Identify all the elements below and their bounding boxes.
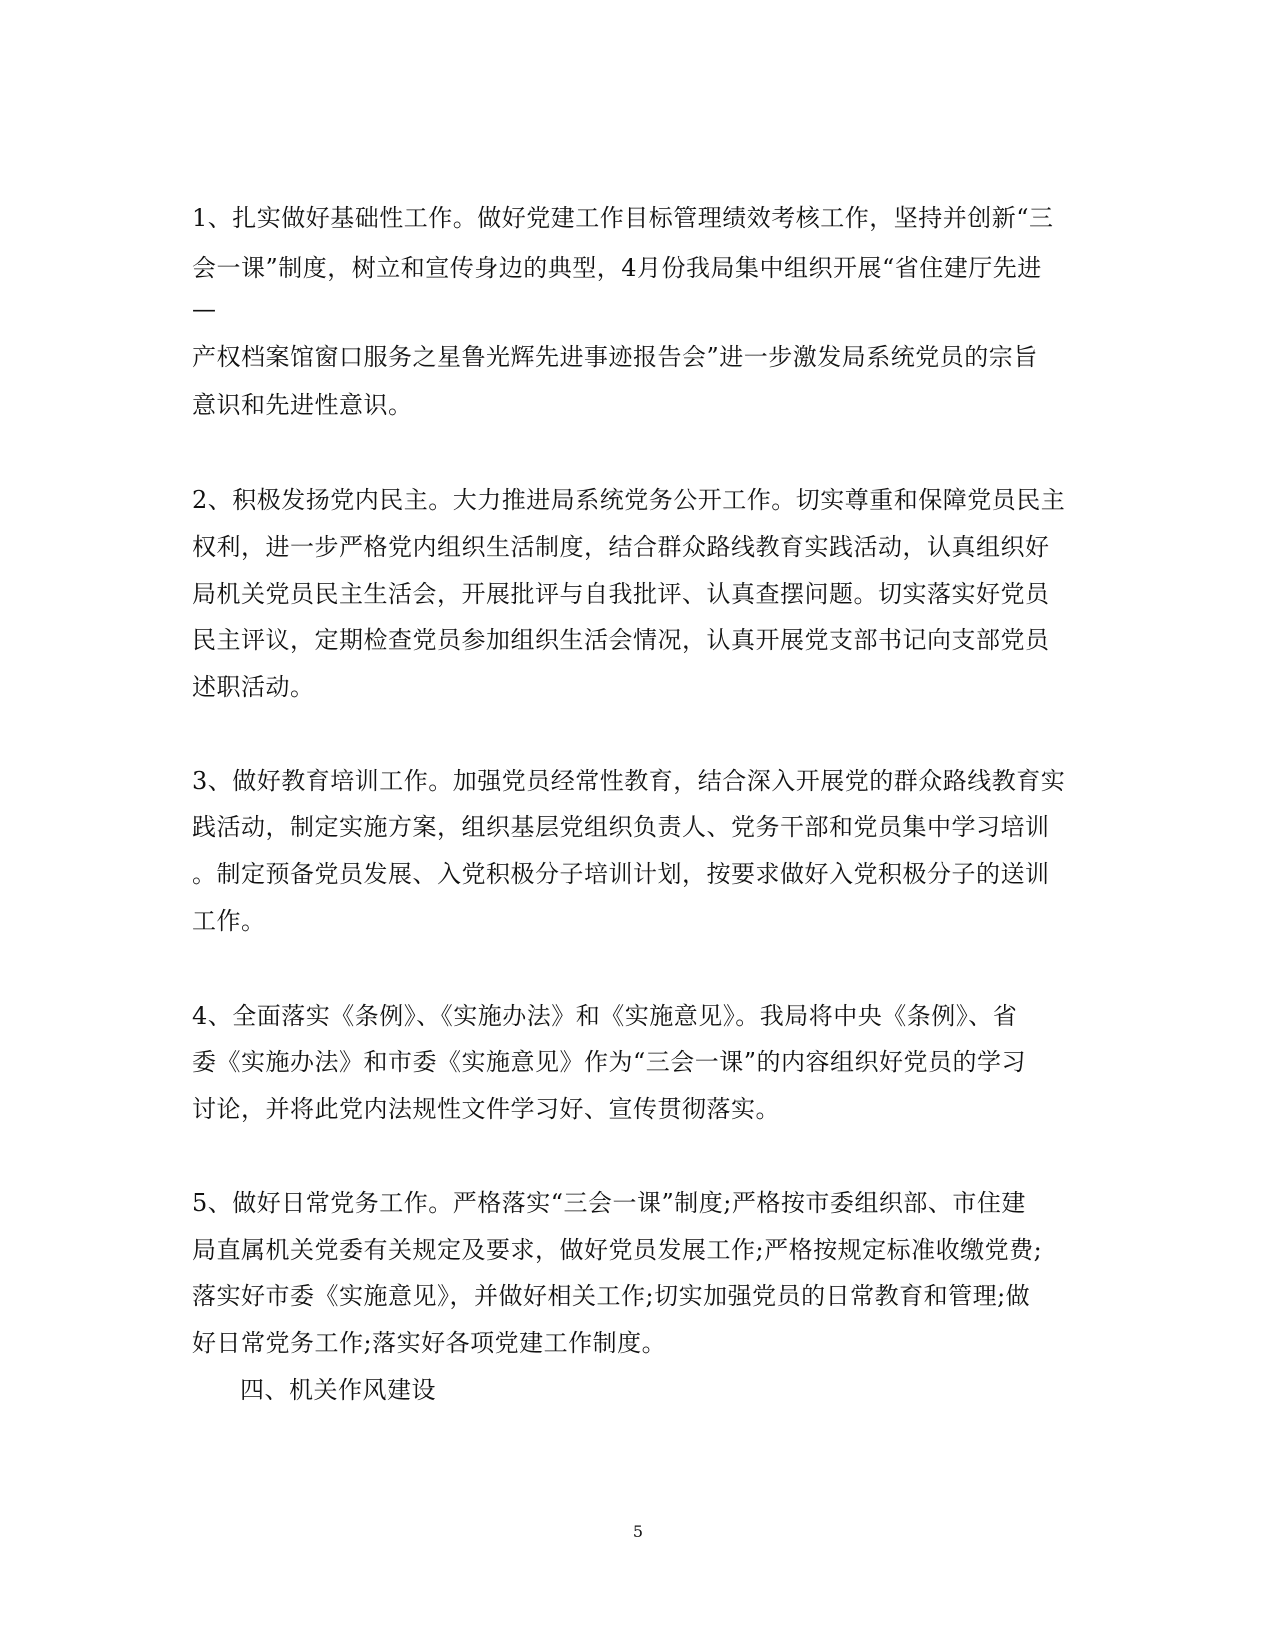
paragraph-3-line-1: 3、做好教育培训工作。加强党员经常性教育，结合深入开展党的群众路线教育实 xyxy=(192,767,1066,795)
page-number: 5 xyxy=(632,1522,644,1541)
paragraph-2-line-4: 民主评议，定期检查党员参加组织生活会情况，认真开展党支部书记向支部党员 xyxy=(192,626,1050,654)
paragraph-5-line-4: 好日常党务工作;落实好各项党建工作制度。 xyxy=(192,1329,667,1357)
paragraph-4-line-3: 讨论，并将此党内法规性文件学习好、宣传贯彻落实。 xyxy=(192,1095,780,1123)
paragraph-5-line-2: 局直属机关党委有关规定及要求，做好党员发展工作;严格按规定标准收缴党费; xyxy=(192,1236,1043,1264)
paragraph-3-line-4: 工作。 xyxy=(192,907,266,935)
paragraph-3-line-3: 。制定预备党员发展、入党积极分子培训计划，按要求做好入党积极分子的送训 xyxy=(192,860,1050,888)
paragraph-4-line-1: 4、全面落实《条例》、《实施办法》和《实施意见》。我局将中央《条例》、省 xyxy=(192,1002,1018,1030)
paragraph-4-line-2: 委《实施办法》和市委《实施意见》作为“三会一课”的内容组织好党员的学习 xyxy=(192,1048,1027,1076)
paragraph-1-line-1: 1、扎实做好基础性工作。做好党建工作目标管理绩效考核工作，坚持并创新“三 xyxy=(192,204,1054,232)
paragraph-5-line-3: 落实好市委《实施意见》，并做好相关工作;切实加强党员的日常教育和管理;做 xyxy=(192,1282,1031,1310)
paragraph-1-line-4: 产权档案馆窗口服务之星鲁光辉先进事迹报告会”进一步激发局系统党员的宗旨 xyxy=(192,343,1038,371)
paragraph-2-line-2: 权利，进一步严格党内组织生活制度，结合群众路线教育实践活动，认真组织好 xyxy=(192,533,1050,561)
paragraph-2-line-5: 述职活动。 xyxy=(192,673,315,701)
paragraph-2-line-3: 局机关党员民主生活会，开展批评与自我批评、认真查摆问题。切实落实好党员 xyxy=(192,580,1050,608)
paragraph-1-line-2: 会一课”制度，树立和宣传身边的典型，4月份我局集中组织开展“省住建厅先进 xyxy=(192,254,1042,282)
paragraph-1-line-3: — xyxy=(192,295,217,323)
paragraph-2-line-1: 2、积极发扬党内民主。大力推进局系统党务公开工作。切实尊重和保障党员民主 xyxy=(192,486,1066,514)
paragraph-5-line-1: 5、做好日常党务工作。严格落实“三会一课”制度;严格按市委组织部、市住建 xyxy=(192,1189,1026,1217)
paragraph-1-line-5: 意识和先进性意识。 xyxy=(192,391,413,419)
section-heading: 四、机关作风建设 xyxy=(240,1376,436,1404)
paragraph-3-line-2: 践活动，制定实施方案，组织基层党组织负责人、党务干部和党员集中学习培训 xyxy=(192,813,1050,841)
